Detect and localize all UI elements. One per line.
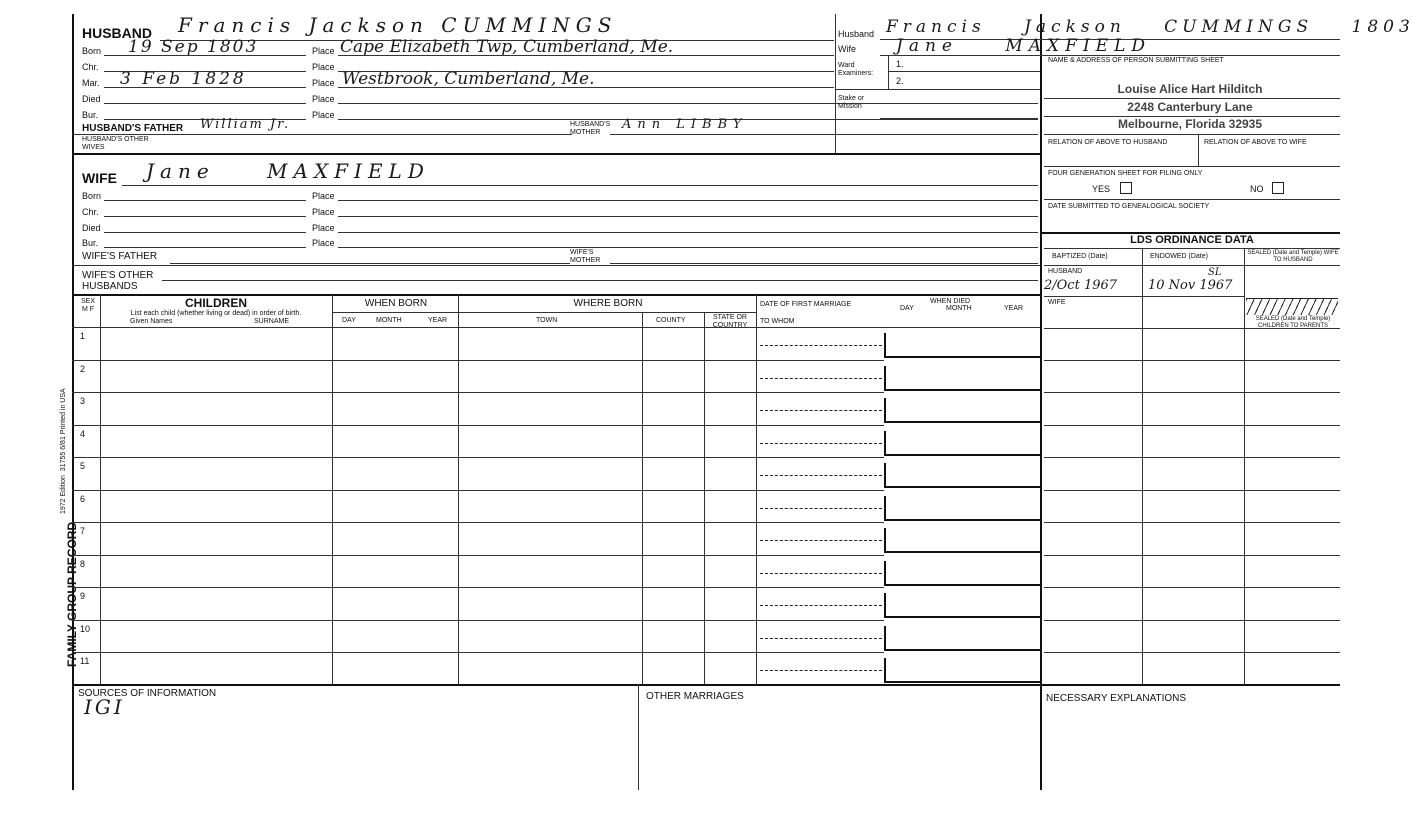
lds-child-row-line: [1044, 457, 1340, 458]
date-submitted-label: DATE SUBMITTED TO GENEALOGICAL SOCIETY: [1048, 203, 1210, 210]
wife-father-label: WIFE'S FATHER: [82, 251, 158, 262]
husband-father-label: HUSBAND'S FATHER: [82, 123, 184, 134]
right-wife-label: Wife: [838, 44, 856, 54]
child-row-number: 7: [80, 526, 86, 536]
child-marriage-date-line[interactable]: [760, 540, 882, 541]
child-spouse-line: [756, 620, 884, 621]
when-died-header: WHEN DIED: [930, 298, 971, 305]
surname-header: SURNAME: [254, 318, 290, 325]
husband-mother[interactable]: Ann LIBBY: [622, 117, 748, 132]
header-divider: [835, 14, 836, 154]
four-gen-yes-label: YES: [1092, 184, 1111, 194]
four-gen-no-checkbox[interactable]: [1272, 182, 1284, 194]
child-died-box[interactable]: [884, 431, 1040, 456]
four-gen-yes-checkbox[interactable]: [1120, 182, 1132, 194]
child-row-line: [72, 392, 756, 393]
wife-name[interactable]: Jane MAXFIELD: [146, 159, 430, 183]
stake-line: [880, 118, 1038, 119]
husband-died-place-line: [338, 103, 1038, 104]
sealed-children-label: SEALED (Date and Temple) CHILDREN TO PARENTS: [1255, 316, 1331, 329]
child-died-box[interactable]: [884, 398, 1040, 423]
wife-mother-label: WIFE'S MOTHER: [570, 249, 601, 264]
child-marriage-date-line[interactable]: [760, 378, 882, 379]
child-died-box[interactable]: [884, 366, 1040, 391]
born-year-header: YEAR: [428, 317, 448, 324]
husband-mother-line: [610, 134, 1038, 135]
right-panel-border: [1040, 14, 1042, 790]
child-marriage-date-line[interactable]: [760, 605, 882, 606]
husband-chr-place-label: Place: [312, 62, 335, 72]
child-died-box[interactable]: [884, 593, 1040, 618]
husband-born-place[interactable]: Cape Elizabeth Twp, Cumberland, Me.: [340, 37, 674, 57]
child-row-line: [72, 555, 756, 556]
wife-father-line: [170, 263, 570, 264]
when-born-sub-line: [332, 312, 458, 313]
husband-father-line: [72, 134, 572, 135]
relation-wife-label: RELATION OF ABOVE TO WIFE: [1204, 139, 1307, 146]
col-when-born: [458, 294, 459, 684]
child-spouse-line: [756, 587, 884, 588]
child-marriage-date-line[interactable]: [760, 670, 882, 671]
died-day-header: DAY: [900, 305, 914, 312]
lds-title-line: [1044, 248, 1340, 249]
husband-mar-line: [104, 87, 306, 88]
submitter-city[interactable]: Melbourne, Florida 32935: [1117, 117, 1263, 131]
child-row-number: 5: [80, 461, 86, 471]
husband-died-label: Died: [82, 94, 101, 104]
examiners-divider: [888, 55, 889, 89]
col-sex: [100, 294, 101, 684]
col-children: [332, 294, 333, 684]
lds-col-2: [1244, 248, 1245, 684]
born-month-header: MONTH: [376, 317, 402, 324]
child-row-number: 6: [80, 494, 86, 504]
where-born-sub-line: [458, 312, 756, 313]
husband-mar-date[interactable]: 3 Feb 1828: [120, 69, 247, 89]
lds-child-row-line: [1044, 620, 1340, 621]
form-meta: [60, 374, 68, 514]
child-spouse-line: [756, 360, 884, 361]
child-died-box[interactable]: [884, 626, 1040, 651]
child-marriage-date-line[interactable]: [760, 345, 882, 346]
husband-born-line: [104, 55, 306, 56]
lds-header-line: [1044, 265, 1340, 266]
child-row-line: [72, 620, 756, 621]
husband-name[interactable]: Francis Jackson CUMMINGS: [178, 13, 618, 37]
husband-mar-place-label: Place: [312, 78, 335, 88]
wife-name-line: [122, 185, 1038, 186]
wife-chr-label: Chr.: [82, 207, 99, 217]
examiner-2[interactable]: 2.: [896, 76, 904, 86]
child-row-line: [72, 457, 756, 458]
child-row-number: 8: [80, 559, 86, 569]
child-row-number: 1: [80, 331, 86, 341]
given-names-header: Given Names: [130, 318, 173, 325]
lds-child-row-line: [1044, 490, 1340, 491]
wife-chr-place-line: [338, 216, 1038, 217]
stake-label: Stake or Mission: [838, 95, 865, 110]
right-wife-line: [880, 55, 1340, 56]
lds-wife-bottom: [1044, 328, 1340, 329]
lds-title: LDS ORDINANCE DATA: [1130, 234, 1254, 246]
child-spouse-line: [756, 522, 884, 523]
child-spouse-line: [756, 652, 884, 653]
submitter-street[interactable]: 2248 Canterbury Lane: [1127, 100, 1253, 114]
lds-child-row-line: [1044, 652, 1340, 653]
husband-father[interactable]: William Jr.: [200, 117, 291, 132]
examiner-1-line: [888, 71, 1040, 72]
four-gen-label: FOUR GENERATION SHEET FOR FILING ONLY: [1048, 170, 1203, 177]
husband-mar-place-line: [338, 87, 834, 88]
submitter-line-1: [1044, 98, 1340, 99]
wife-born-place-label: Place: [312, 191, 335, 201]
form-edition: 1972 Edition: [60, 475, 67, 514]
lds-col-1: [1142, 248, 1143, 684]
wife-died-label: Died: [82, 223, 101, 233]
children-table-bottom: [72, 684, 1040, 686]
child-row-line: [72, 522, 756, 523]
child-row-line: [72, 425, 756, 426]
col-state: [756, 294, 757, 684]
sources-value[interactable]: IGI: [84, 695, 125, 719]
died-year-header: YEAR: [1004, 305, 1024, 312]
relation-husband-label: RELATION OF ABOVE TO HUSBAND: [1048, 139, 1168, 146]
husband-born-place-label: Place: [312, 46, 335, 56]
first-marriage-header: DATE OF FIRST MARRIAGE: [760, 301, 852, 308]
wife-parents-line: [72, 265, 1040, 266]
lds-husband-label: HUSBAND: [1048, 268, 1083, 275]
examiner-2-line: [835, 89, 1040, 90]
husband-died-line: [104, 103, 306, 104]
husband-label: HUSBAND: [82, 25, 152, 41]
child-row-number: 11: [80, 656, 90, 666]
baptized-label: BAPTIZED (Date): [1052, 253, 1108, 260]
submitter-name[interactable]: Louise Alice Hart Hilditch: [1117, 82, 1263, 96]
child-marriage-date-line[interactable]: [760, 475, 882, 476]
state-header: STATE OR COUNTRY: [712, 314, 748, 329]
child-row-line: [72, 587, 756, 588]
child-marriage-date-line[interactable]: [760, 410, 882, 411]
submitter-label: NAME & ADDRESS OF PERSON SUBMITTING SHEET: [1048, 57, 1224, 64]
wife-chr-place-label: Place: [312, 207, 335, 217]
child-spouse-line: [756, 425, 884, 426]
lds-child-row-line: [1044, 360, 1340, 361]
wife-mother-line: [610, 263, 1038, 264]
husband-mar-place[interactable]: Westbrook, Cumberland, Me.: [342, 69, 595, 89]
child-died-box[interactable]: [884, 463, 1040, 488]
child-died-box[interactable]: [884, 528, 1040, 553]
husband-endowed-temple[interactable]: SL: [1208, 267, 1222, 278]
wife-born-line: [104, 200, 306, 201]
lds-child-row-line: [1044, 425, 1340, 426]
child-spouse-line: [756, 457, 884, 458]
sealed-wife-label: SEALED (Date and Temple) WIFE TO HUSBAND: [1247, 250, 1339, 263]
lds-bottom: [1042, 684, 1340, 686]
lds-child-row-line: [1044, 587, 1340, 588]
child-spouse-line: [756, 392, 884, 393]
husband-born-label: Born: [82, 46, 102, 56]
husband-born-place-line: [338, 55, 834, 56]
relation-bottom: [1044, 166, 1340, 167]
lds-child-row-line: [1044, 392, 1340, 393]
husband-bur-label: Bur.: [82, 110, 99, 120]
child-spouse-line: [756, 490, 884, 491]
wife-died-place-label: Place: [312, 223, 335, 233]
footer-divider: [638, 684, 639, 790]
wife-bur-line: [104, 247, 306, 248]
relation-divider: [1198, 134, 1199, 166]
child-row-number: 2: [80, 364, 86, 374]
right-wife-name[interactable]: Jane MAXFIELD: [896, 36, 1151, 56]
wife-chr-line: [104, 216, 306, 217]
child-died-box[interactable]: [884, 561, 1040, 586]
wife-died-place-line: [338, 232, 1038, 233]
ward-examiners-label: Ward Examiners:: [838, 62, 874, 77]
where-born-header: WHERE BORN: [573, 298, 643, 309]
child-row-number: 9: [80, 591, 86, 601]
four-gen-bottom: [1044, 199, 1340, 200]
children-header: CHILDREN: [185, 296, 247, 310]
right-husband-name[interactable]: Francis Jackson CUMMINGS 1803: [886, 17, 1415, 37]
col-county: [704, 312, 705, 684]
wife-bur-place-line: [338, 247, 1038, 248]
town-header: TOWN: [536, 317, 558, 324]
child-died-box[interactable]: [884, 658, 1040, 683]
child-died-box[interactable]: [884, 496, 1040, 521]
husband-mar-label: Mar.: [82, 78, 100, 88]
sex-header: SEX M F: [80, 298, 95, 313]
child-row-number: 3: [80, 396, 86, 406]
submitter-bottom: [1044, 134, 1340, 135]
other-marriages-label: OTHER MARRIAGES: [646, 691, 744, 702]
child-row-line: [72, 360, 756, 361]
lds-husband-line: [1044, 296, 1244, 297]
child-marriage-date-line[interactable]: [760, 443, 882, 444]
wife-bur-place-label: Place: [312, 238, 335, 248]
wife-other-husbands-label: WIFE'S OTHER HUSBANDS: [82, 270, 154, 292]
to-whom-header: TO WHOM: [760, 318, 795, 325]
child-marriage-date-line[interactable]: [760, 573, 882, 574]
right-husband-label: Husband: [838, 29, 875, 39]
husband-other-wives-label: HUSBAND'S OTHER WIVES: [82, 136, 149, 151]
husband-section-bottom: [72, 153, 1040, 155]
endowed-label: ENDOWED (Date): [1150, 253, 1208, 260]
when-born-header: WHEN BORN: [364, 298, 428, 309]
sealed-hatch: [1246, 298, 1338, 315]
child-row-line: [72, 490, 756, 491]
sources-label: SOURCES OF INFORMATION: [78, 688, 217, 699]
husband-baptized-date[interactable]: 2/Oct 1967: [1044, 278, 1118, 293]
wife-other-husbands-line: [162, 280, 1038, 281]
husband-mother-label: HUSBAND'S MOTHER: [570, 121, 611, 136]
wife-born-label: Born: [82, 191, 102, 201]
husband-endowed-date[interactable]: 10 Nov 1967: [1148, 278, 1233, 293]
county-header: COUNTY: [656, 317, 686, 324]
child-row-line: [72, 652, 756, 653]
form-code: 31755 6/81 Printed in USA: [60, 388, 67, 472]
child-row-number: 10: [80, 624, 91, 634]
examiner-1[interactable]: 1.: [896, 59, 904, 69]
explanations-label: NECESSARY EXPLANATIONS: [1046, 693, 1187, 704]
child-died-box[interactable]: [884, 333, 1040, 358]
child-row-number: 4: [80, 429, 86, 439]
form-title: FAMILY GROUP RECORD: [65, 521, 79, 667]
wife-died-line: [104, 232, 306, 233]
born-day-header: DAY: [342, 317, 356, 324]
husband-born-date[interactable]: 19 Sep 1803: [128, 37, 259, 57]
husband-bur-place-label: Place: [312, 110, 335, 120]
died-month-header: MONTH: [946, 305, 972, 312]
husband-chr-label: Chr.: [82, 62, 99, 72]
child-spouse-line: [756, 555, 884, 556]
husband-died-place-label: Place: [312, 94, 335, 104]
col-town: [642, 312, 643, 684]
children-header-bottom: [72, 327, 1040, 328]
wife-label: WIFE: [82, 170, 117, 186]
wife-bur-label: Bur.: [82, 238, 99, 248]
four-gen-no-label: NO: [1250, 184, 1264, 194]
child-marriage-date-line[interactable]: [760, 638, 882, 639]
wife-born-place-line: [338, 200, 1038, 201]
lds-child-row-line: [1044, 522, 1340, 523]
lds-wife-label: WIFE: [1048, 299, 1066, 306]
lds-child-row-line: [1044, 555, 1340, 556]
child-marriage-date-line[interactable]: [760, 508, 882, 509]
children-subheader: List each child (whether living or dead) in order of birth.: [130, 310, 302, 317]
